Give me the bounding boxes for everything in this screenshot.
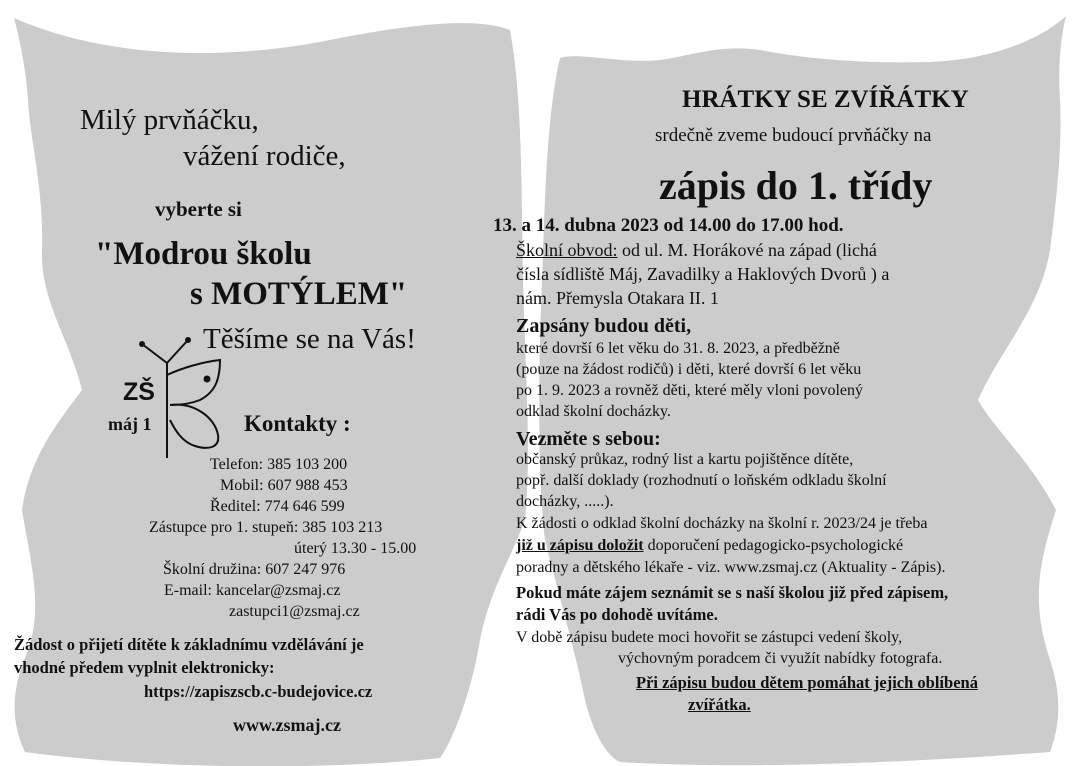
logo-antenna-right xyxy=(167,340,188,363)
contact-deputy-hours: úterý 13.30 - 15.00 xyxy=(294,540,417,557)
enrolled-line-2: (pouze na žádost rodičů) i děti, které dovrší 6 let věku xyxy=(516,361,862,378)
district-line-3: nám. Přemysla Otakara II. 1 xyxy=(516,288,719,308)
contact-director: Ředitel: 774 646 599 xyxy=(210,498,345,515)
animals-line-2: zvířátka. xyxy=(688,695,751,714)
greeting-line-1: Milý prvňáčku, xyxy=(80,104,259,136)
invitation-text: srdečně zveme budoucí prvňáčky na xyxy=(655,125,932,146)
talk-line-1: V době zápisu budete moci hovořit se zástupci vedení školy, xyxy=(516,629,903,646)
bring-line-3: docházky, .....). xyxy=(516,493,614,510)
meet-line-2: rádi Vás po dohodě uvítáme. xyxy=(516,605,718,624)
contact-email-2: zastupci1@zsmaj.cz xyxy=(229,603,360,620)
bring-heading: Vezměte s sebou: xyxy=(516,428,661,450)
meet-line-1: Pokud máte zájem seznámit se s naší školou již před zápisem, xyxy=(516,583,949,602)
application-url-link[interactable]: https://zapiszscb.c-budejovice.cz xyxy=(144,682,373,701)
looking-forward-text: Těšíme se na Vás! xyxy=(203,323,416,355)
enrolled-line-1: které dovrší 6 let věku do 31. 8. 2023, a předběžně xyxy=(516,340,840,357)
contact-mobile: Mobil: 607 988 453 xyxy=(220,477,348,494)
deferral-line-2 xyxy=(516,537,903,555)
contacts-heading: Kontakty : xyxy=(244,411,351,436)
logo-antenna-dot-right xyxy=(185,337,191,343)
deferral-emphasis: již u zápisu doložit xyxy=(516,537,644,554)
enrollment-headline: zápis do 1. třídy xyxy=(659,163,933,208)
contact-phone: Telefon: 385 103 200 xyxy=(210,456,348,473)
bring-line-2: popř. další doklady (rozhodnutí o loňském odkladu školní xyxy=(516,472,887,489)
district-line-1 xyxy=(516,240,877,261)
choose-text: vyberte si xyxy=(155,197,242,221)
logo-lower-wing xyxy=(170,405,218,448)
district-line-2: čísla sídliště Máj, Zavadilky a Haklových Dvorů ) a xyxy=(516,264,890,284)
enrolled-line-3: po 1. 9. 2023 a rovněž děti, které měly vloni povolený xyxy=(516,382,864,399)
event-title: HRÁTKY SE ZVÍŘÁTKY xyxy=(682,86,969,113)
deferral-line-3: poradny a dětského lékaře - viz. www.zsmaj.cz (Aktuality - Zápis). xyxy=(516,559,946,576)
logo-antenna-left xyxy=(142,344,167,363)
school-name-line-2: s MOTÝLEM" xyxy=(190,276,408,312)
logo-maj-text: máj 1 xyxy=(108,414,152,434)
greeting-line-2: vážení rodiče, xyxy=(183,140,346,172)
logo-wing-dot xyxy=(204,376,211,383)
enrolled-heading: Zapsány budou děti, xyxy=(516,315,692,337)
district-label: Školní obvod: xyxy=(516,240,618,260)
contact-school-club: Školní družina: 607 247 976 xyxy=(163,561,346,578)
deferral-line-1: K žádosti o odklad školní docházky na školní r. 2023/24 je třeba xyxy=(516,515,928,532)
logo-antenna-dot-left xyxy=(139,341,145,347)
animals-line-1: Při zápisu budou dětem pomáhat jejich oblíbená xyxy=(636,673,978,692)
contact-deputy: Zástupce pro 1. stupeň: 385 103 213 xyxy=(149,519,383,536)
logo-upper-wing xyxy=(167,360,220,405)
logo-zs-text: ZŠ xyxy=(123,378,155,406)
contact-email-1: E-mail: kancelar@zsmaj.cz xyxy=(164,582,341,599)
application-text-line-1: Žádost o přijetí dítěte k základnímu vzdělávání je xyxy=(14,635,364,654)
application-text-line-2: vhodné předem vyplnit elektronicky: xyxy=(14,658,275,677)
bring-line-1: občanský průkaz, rodný list a kartu pojištěnce dítěte, xyxy=(516,451,854,468)
talk-line-2: výchovným poradcem či využít nabídky fotografa. xyxy=(618,650,943,667)
school-name-line-1: "Modrou školu xyxy=(95,236,312,272)
enrolled-line-4: odklad školní docházky. xyxy=(516,403,671,420)
district-text-1: od ul. M. Horákové na západ (lichá xyxy=(617,240,877,260)
school-website-link[interactable]: www.zsmaj.cz xyxy=(233,715,341,735)
enrollment-dates: 13. a 14. dubna 2023 od 14.00 do 17.00 hod. xyxy=(493,215,844,236)
deferral-text-2: doporučení pedagogicko-psychologické xyxy=(643,537,904,554)
